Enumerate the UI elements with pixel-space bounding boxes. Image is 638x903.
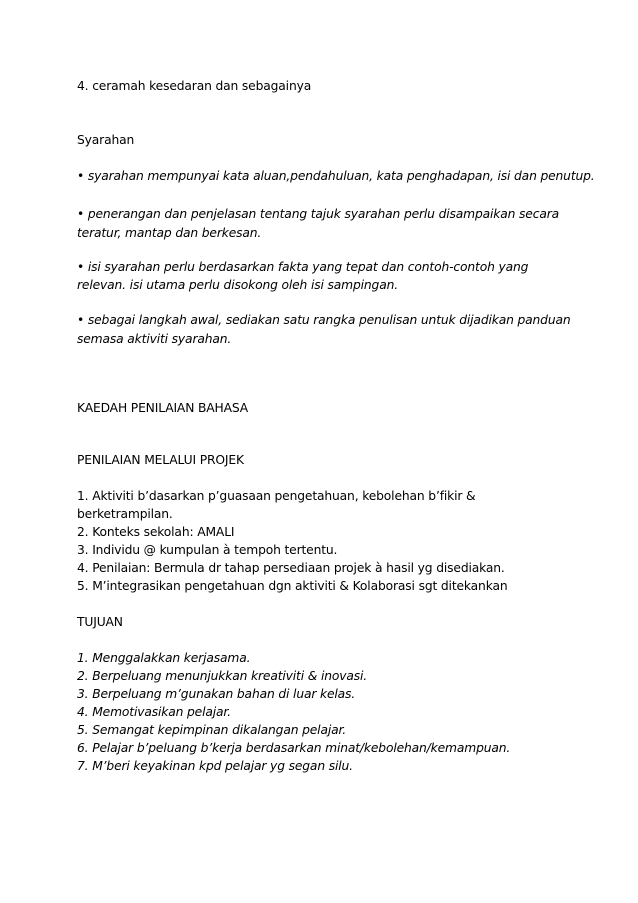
projek-item: 5. M’integrasikan pengetahuan dgn aktiviti & Kolaborasi sgt ditekankan [77, 579, 508, 593]
syarahan-bullet-2: • penerangan dan penjelasan tentang tajuk syarahan perlu disampaikan secara [77, 207, 560, 221]
tujuan-item: 6. Pelajar b’peluang b’kerja berdasarkan minat/kebolehan/kemampuan. [77, 741, 511, 755]
tujuan-item: 3. Berpeluang m’gunakan bahan di luar kelas. [77, 687, 356, 701]
projek-item: berketrampilan. [77, 507, 173, 521]
tujuan-item: 7. M’beri keyakinan kpd pelajar yg segan silu. [77, 759, 353, 773]
syarahan-bullet-4-cont: semasa aktiviti syarahan. [77, 332, 232, 346]
tujuan-item: 4. Memotivasikan pelajar. [77, 705, 231, 719]
tujuan-item: 1. Menggalakkan kerjasama. [77, 651, 251, 665]
kaedah-heading: KAEDAH PENILAIAN BAHASA [77, 401, 249, 415]
syarahan-bullet-3-cont: relevan. isi utama perlu disokong oleh isi sampingan. [77, 278, 398, 292]
tujuan-heading: TUJUAN [77, 615, 123, 629]
projek-item: 3. Individu @ kumpulan à tempoh tertentu. [77, 543, 338, 557]
projek-item: 2. Konteks sekolah: AMALI [77, 525, 235, 539]
tujuan-item: 5. Semangat kepimpinan dikalangan pelajar. [77, 723, 347, 737]
syarahan-bullet-3: • isi syarahan perlu berdasarkan fakta yang tepat dan contoh-contoh yang [77, 260, 529, 274]
syarahan-bullet-2-cont: teratur, mantap dan berkesan. [77, 226, 262, 240]
item-4-line: 4. ceramah kesedaran dan sebagainya [77, 79, 312, 93]
syarahan-bullet-1: • syarahan mempunyai kata aluan,pendahuluan, kata penghadapan, isi dan penutup. [77, 169, 595, 183]
projek-item: 1. Aktiviti b’dasarkan p’guasaan pengetahuan, kebolehan b’fikir & [77, 489, 476, 503]
syarahan-heading: Syarahan [77, 133, 135, 147]
tujuan-item: 2. Berpeluang menunjukkan kreativiti & inovasi. [77, 669, 368, 683]
projek-heading: PENILAIAN MELALUI PROJEK [77, 453, 244, 467]
syarahan-bullet-4: • sebagai langkah awal, sediakan satu rangka penulisan untuk dijadikan panduan [77, 313, 571, 327]
projek-item: 4. Penilaian: Bermula dr tahap persediaan projek à hasil yg disediakan. [77, 561, 505, 575]
